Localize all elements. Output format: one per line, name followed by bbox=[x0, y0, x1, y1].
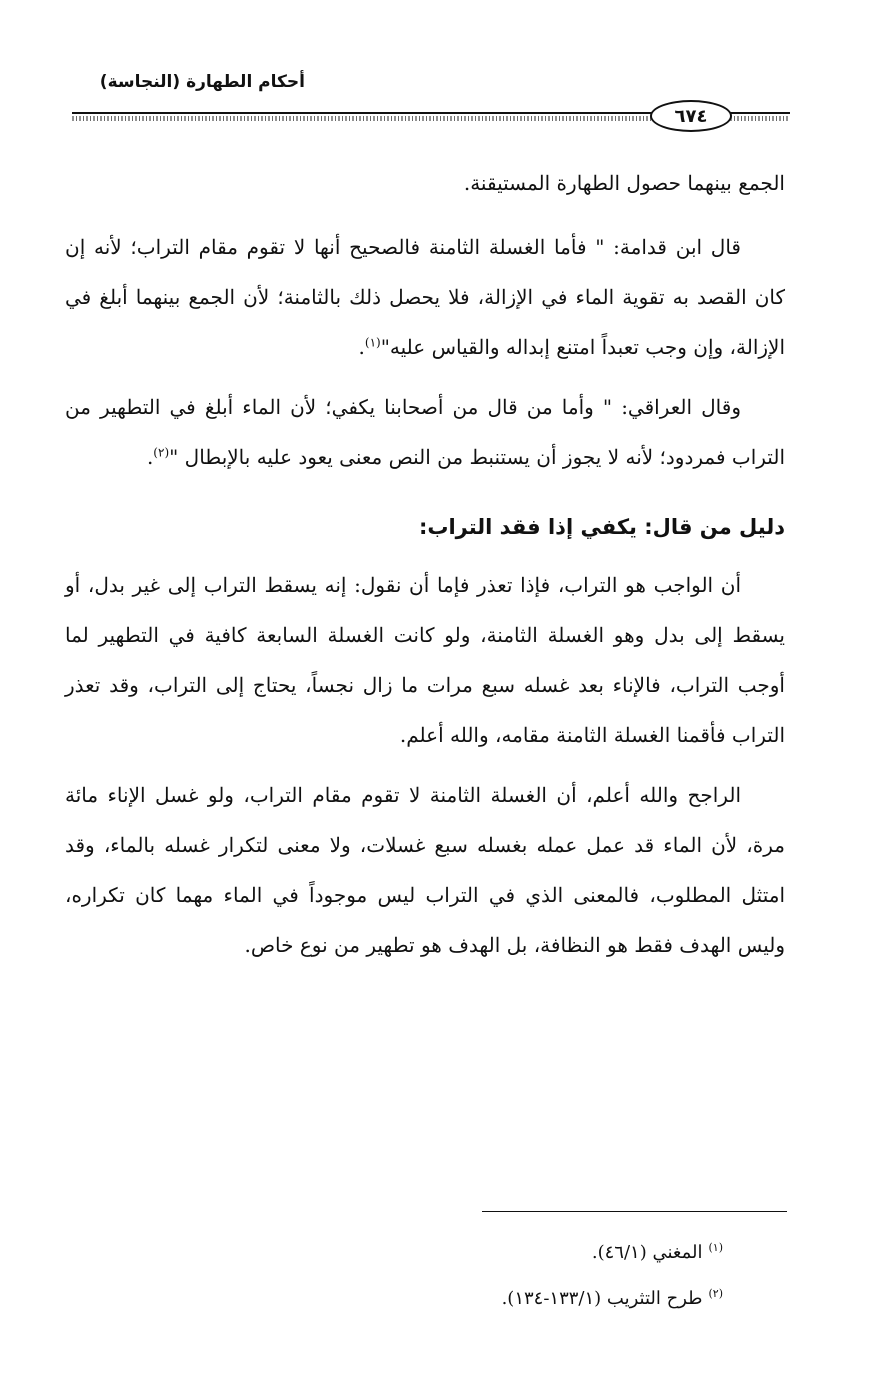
paragraph-1: الجمع بينهما حصول الطهارة المستيقنة. bbox=[463, 171, 785, 195]
paragraph-3 bbox=[65, 382, 785, 482]
paragraph-2-end: . bbox=[358, 335, 365, 359]
footnote-2 bbox=[502, 1276, 723, 1322]
footnote-1-text: المغني (٤٦/١). bbox=[591, 1242, 703, 1263]
book-title: أحكام الطهارة (النجاسة) bbox=[99, 72, 305, 92]
page-number: ٦٧٤ bbox=[674, 105, 708, 127]
footnote-ref-1[interactable]: (١) bbox=[364, 335, 381, 350]
paragraph-5: الراجح والله أعلم، أن الغسلة الثامنة لا تقوم مقام التراب، ولو غسل الإناء مائة مرة، لأن الماء قد عمل عمله بغسله سبع غسلات، ولا معنى لتكرار غسله بالماء، وقد امتثل المطلوب، فالمعنى الذي في التراب ليس موجوداً في الماء مهما كان تكراره، وليس الهدف فقط هو النظافة، بل الهدف هو تطهير من نوع خاص. bbox=[65, 783, 785, 957]
footnote-2-text: طرح التثريب (١٣٣/١-١٣٤). bbox=[501, 1288, 703, 1309]
footnote-2-ref: (٢) bbox=[708, 1287, 723, 1300]
body-text bbox=[65, 158, 785, 980]
paragraph-2-text: قال ابن قدامة: " فأما الغسلة الثامنة فالصحيح أنها لا تقوم مقام التراب؛ لأنه إن كان القصد به تقوية الماء في الإزالة، فلا يحصل ذلك بالثامنة؛ لأن الجمع بينهما أبلغ في الإزالة، وإن وجب تعبداً امتنع إبداله والقياس عليه" bbox=[65, 235, 785, 359]
paragraph-3-text: وقال العراقي: " وأما من قال من أصحابنا يكفي؛ لأن الماء أبلغ في التطهير من التراب فمردود؛ لأنه لا يجوز أن يستنبط من النص معنى يعود عليه بالإبطال " bbox=[65, 395, 785, 469]
section-heading: دليل من قال: يكفي إذا فقد التراب: bbox=[418, 515, 785, 539]
footnote-1 bbox=[502, 1230, 723, 1276]
paragraph-2 bbox=[65, 222, 785, 372]
paragraph-3-end: . bbox=[146, 445, 154, 469]
footnote-1-ref: (١) bbox=[708, 1241, 723, 1254]
footnotes bbox=[502, 1230, 723, 1322]
footnote-separator bbox=[482, 1211, 787, 1212]
page-number-badge bbox=[650, 100, 732, 132]
paragraph-4: أن الواجب هو التراب، فإذا تعذر فإما أن نقول: إنه يسقط التراب إلى غير بدل، أو يسقط إلى بدل وهو الغسلة الثامنة، ولو كانت الغسلة السابعة كافية في التطهير لما أوجب التراب، فالإناء بعد غسله سبع مرات ما زال نجساً، يحتاج إلى التراب، وقد تعذر التراب فأقمنا الغسلة الثامنة مقامه، والله أعلم. bbox=[65, 573, 785, 747]
header-rule bbox=[72, 100, 790, 128]
footnote-ref-2[interactable]: (٢) bbox=[153, 445, 170, 460]
